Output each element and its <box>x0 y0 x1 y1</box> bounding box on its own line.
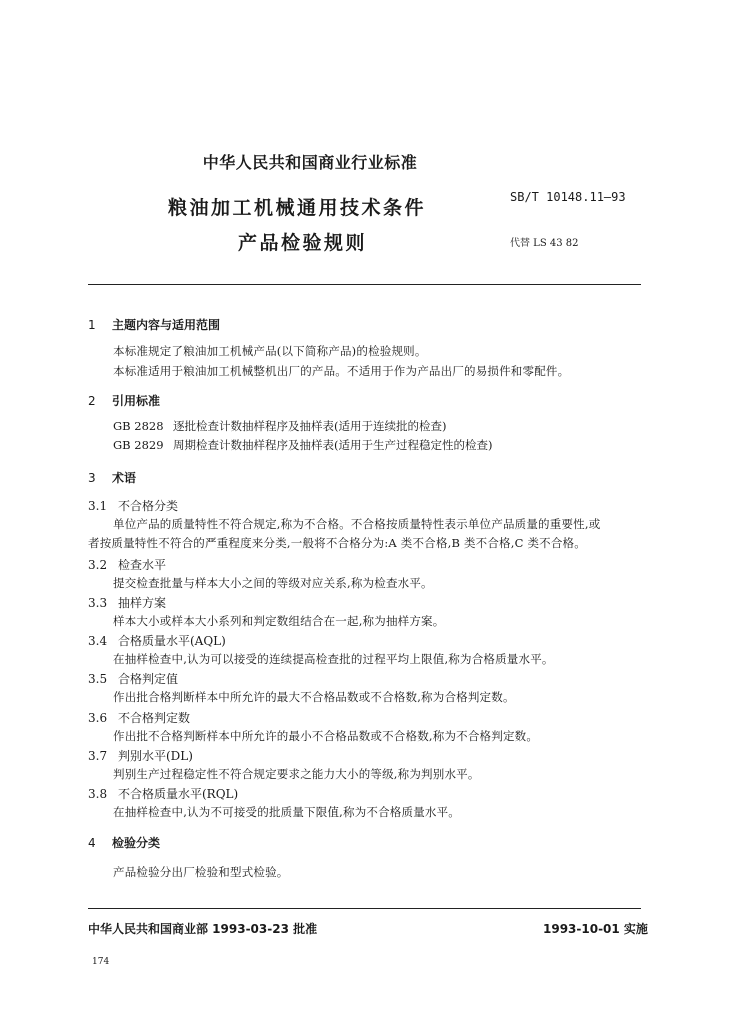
subsection-heading <box>88 594 166 611</box>
section-number: 4 <box>88 836 96 850</box>
implementation-date: 1993-10-01 实施 <box>543 922 648 936</box>
subsection-title: 合格质量水平(AQL) <box>118 634 226 648</box>
subsection-title: 判别水平(DL) <box>118 749 193 763</box>
paragraph: 本标准适用于粮油加工机械整机出厂的产品。不适用于作为产品出厂的易损件和零配件。 <box>113 364 570 378</box>
standard-code: SB/T 10148.11—93 <box>510 190 626 204</box>
section-title: 术语 <box>112 471 137 485</box>
paragraph: 判别生产过程稳定性不符合规定要求之能力大小的等级,称为判别水平。 <box>113 767 480 781</box>
paragraph: 产品检验分出厂检验和型式检验。 <box>113 865 289 879</box>
subsection-number: 3.8 <box>88 787 108 801</box>
subsection-heading <box>88 556 166 573</box>
subsection-number: 3.6 <box>88 711 108 725</box>
document-subtitle: 产品检验规则 <box>238 232 368 254</box>
subsection-number: 3.1 <box>88 499 108 513</box>
replaces-note: 代替 LS 43 82 <box>510 238 579 249</box>
reference-text: 周期检查计数抽样程序及抽样表(适用于生产过程稳定性的检查) <box>173 438 493 452</box>
section-number: 3 <box>88 471 96 485</box>
subsection-title: 抽样方案 <box>118 596 167 610</box>
header-divider <box>88 284 641 285</box>
reference-text: 逐批检查计数抽样程序及抽样表(适用于连续批的检查) <box>173 419 447 433</box>
section-title: 检验分类 <box>112 836 161 850</box>
subsection-number: 3.2 <box>88 558 108 572</box>
subsection-heading <box>88 670 178 687</box>
subsection-title: 检查水平 <box>118 558 167 572</box>
paragraph: 作出批不合格判断样本中所允许的最小不合格品数或不合格数,称为不合格判定数。 <box>113 729 539 743</box>
paragraph: 单位产品的质量特性不符合规定,称为不合格。不合格按质量特性表示单位产品质量的重要性,或 <box>113 517 601 531</box>
subsection-heading <box>88 709 190 726</box>
section-heading <box>88 392 160 409</box>
paragraph: 提交检查批量与样本大小之间的等级对应关系,称为检查水平。 <box>113 576 433 590</box>
subsection-title: 不合格判定数 <box>118 711 191 725</box>
subsection-number: 3.7 <box>88 749 108 763</box>
subsection-heading <box>88 632 226 649</box>
footer-divider <box>88 908 641 909</box>
paragraph: 在抽样检查中,认为可以接受的连续提高检查批的过程平均上限值,称为合格质量水平。 <box>113 652 554 666</box>
section-number: 2 <box>88 394 96 408</box>
reference-item <box>113 437 492 453</box>
subsection-number: 3.4 <box>88 634 108 648</box>
document-title: 粮油加工机械通用技术条件 <box>168 197 427 219</box>
paragraph: 本标准规定了粮油加工机械产品(以下简称产品)的检验规则。 <box>113 344 427 358</box>
section-heading <box>88 834 160 851</box>
reference-code: GB 2828 <box>113 419 164 433</box>
reference-code: GB 2829 <box>113 438 164 452</box>
section-title: 引用标准 <box>112 394 161 408</box>
subsection-title: 合格判定值 <box>118 672 179 686</box>
section-heading <box>88 469 136 486</box>
subsection-heading <box>88 747 193 764</box>
subsection-title: 不合格质量水平(RQL) <box>118 787 239 801</box>
paragraph: 者按质量特性不符合的严重程度来分类,一般将不合格分为:A 类不合格,B 类不合格,C 类不合格。 <box>88 536 586 550</box>
paragraph: 在抽样检查中,认为不可接受的批质量下限值,称为不合格质量水平。 <box>113 805 461 819</box>
subsection-heading <box>88 785 238 802</box>
subsection-title: 不合格分类 <box>118 499 179 513</box>
subsection-heading <box>88 497 178 514</box>
section-number: 1 <box>88 318 96 332</box>
section-title: 主题内容与适用范围 <box>112 318 221 332</box>
paragraph: 作出批合格判断样本中所允许的最大不合格品数或不合格数,称为合格判定数。 <box>113 690 515 704</box>
reference-item <box>113 418 446 434</box>
issuing-organization: 中华人民共和国商业行业标准 <box>202 153 418 172</box>
subsection-number: 3.5 <box>88 672 108 686</box>
section-heading <box>88 316 220 333</box>
approval-date: 中华人民共和国商业部 1993-03-23 批准 <box>88 922 318 936</box>
subsection-number: 3.3 <box>88 596 108 610</box>
page-number: 174 <box>92 957 110 967</box>
paragraph: 样本大小或样本大小系列和判定数组结合在一起,称为抽样方案。 <box>113 614 445 628</box>
